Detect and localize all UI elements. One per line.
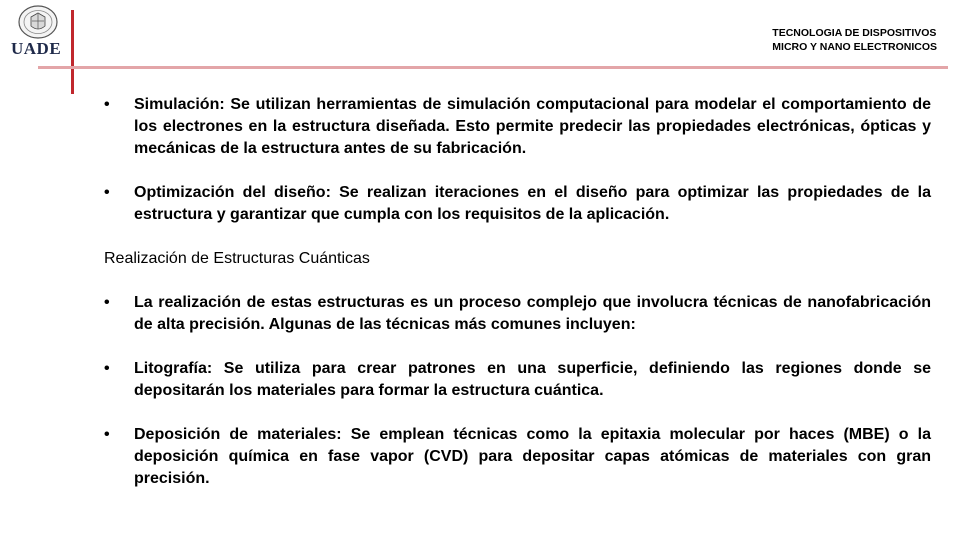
bullet-simulacion: [104, 94, 931, 160]
bullet-marker: •: [104, 96, 110, 113]
section-heading: Realización de Estructuras Cuánticas: [104, 250, 370, 267]
bullet-marker: •: [104, 426, 110, 443]
header-horizontal-rule: [38, 66, 948, 69]
slide-content: [104, 94, 931, 512]
bullet-deposicion: [104, 424, 931, 490]
bullet-realizacion: [104, 292, 931, 336]
university-seal-icon: [17, 5, 59, 39]
bullet-marker: •: [104, 184, 110, 201]
bullet-text: La realización de estas estructuras es un proceso complejo que involucra técnicas de nanofabricación de alta precisión. Algunas de las técnicas más comunes incluyen:: [134, 294, 931, 333]
course-title: [772, 26, 937, 54]
bullet-text: Optimización del diseño: Se realizan iteraciones en el diseño para optimizar las propiedades de la estructura y garantizar que cumpla con los requisitos de la aplicación.: [134, 184, 931, 223]
bullet-marker: •: [104, 360, 110, 377]
logo-text: UADE: [11, 39, 62, 58]
bullet-optimizacion: [104, 182, 931, 226]
bullet-text: Deposición de materiales: Se emplean técnicas como la epitaxia molecular por haces (MBE) o la deposición química en fase vapor (CVD) para depositar capas atómicas de materiales con gran precisión.: [134, 426, 931, 487]
bullet-text: Litografía: Se utiliza para crear patrones en una superficie, definiendo las regiones donde se depositarán los materiales para formar la estructura cuántica.: [134, 360, 931, 399]
course-title-line-1: TECNOLOGIA DE DISPOSITIVOS: [772, 27, 937, 39]
bullet-text: Simulación: Se utilizan herramientas de simulación computacional para modelar el comportamiento de los electrones en la estructura diseñada. Esto permite predecir las propiedades electrónicas, ópticas y mecánicas de la estructura antes de su fabricación.: [134, 96, 931, 157]
uade-logo: [8, 5, 68, 57]
header-vertical-rule: [71, 10, 74, 94]
bullet-marker: •: [104, 294, 110, 311]
course-title-line-2: MICRO Y NANO ELECTRONICOS: [772, 41, 937, 53]
bullet-litografia: [104, 358, 931, 402]
